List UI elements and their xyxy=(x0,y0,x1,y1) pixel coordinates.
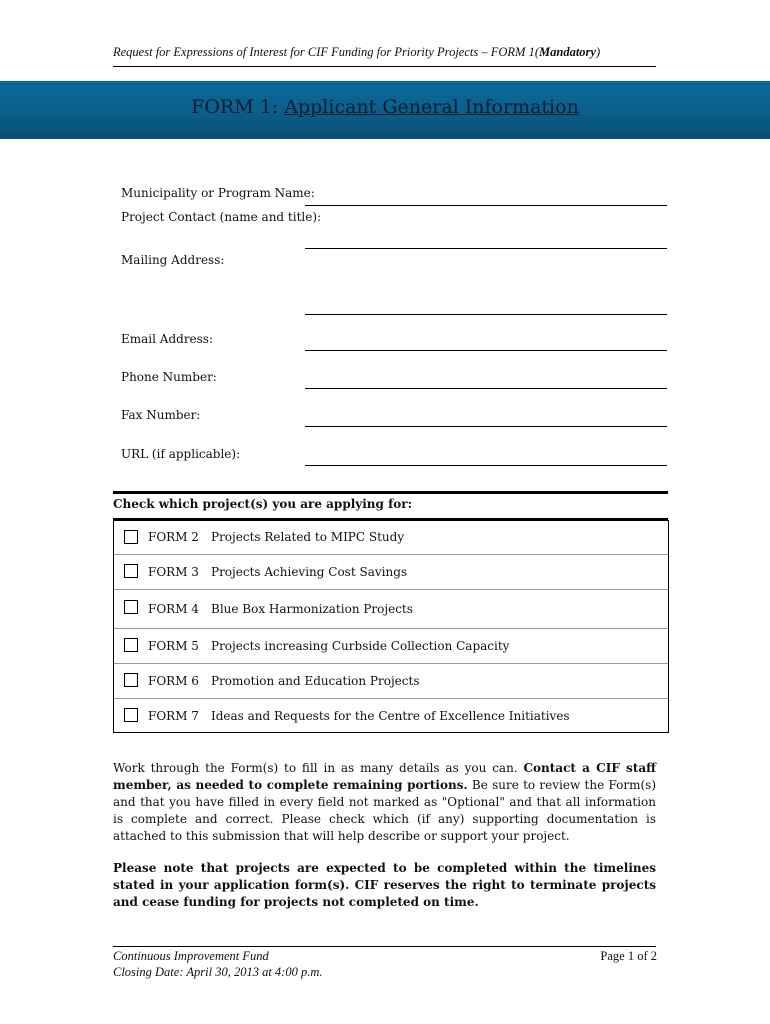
municipality-label: Municipality or Program Name: xyxy=(121,186,315,200)
checklist-row-form3 xyxy=(114,554,668,589)
instructions-review-text: Be sure to review the Form(s) and that you have filled in every field not marked as "Optional" and that all information is complete and correct. Please check which (if any) supporting documentation is attached to this submission that will help describe or support your project. xyxy=(113,778,656,843)
contact-label: Project Contact (name and title): xyxy=(121,210,322,224)
form4-checkbox[interactable] xyxy=(124,600,138,614)
form-title xyxy=(0,96,770,118)
email-label: Email Address: xyxy=(121,332,214,346)
form7-checkbox[interactable] xyxy=(124,708,138,722)
form4-description: Blue Box Harmonization Projects xyxy=(211,602,413,616)
page-number: Page 1 of 2 xyxy=(600,949,657,963)
checklist-title: Check which project(s) you are applying for: xyxy=(113,497,413,511)
contact-field[interactable] xyxy=(305,248,667,249)
phone-label: Phone Number: xyxy=(121,370,217,384)
instructions-contact-note: Contact a CIF staff member, as needed to complete remaining portions. xyxy=(113,761,656,792)
phone-field[interactable] xyxy=(305,388,667,389)
form3-label: FORM 3 xyxy=(148,565,199,579)
form7-label: FORM 7 xyxy=(148,709,199,723)
footer-org: Continuous Improvement Fund xyxy=(113,949,269,963)
form-title-text: Applicant General Information xyxy=(284,96,579,118)
form6-label: FORM 6 xyxy=(148,674,199,688)
footer-closing-date: Closing Date: April 30, 2013 at 4:00 p.m. xyxy=(113,965,323,979)
checklist-top-rule xyxy=(113,491,668,494)
form6-description: Promotion and Education Projects xyxy=(211,674,420,688)
form7-description: Ideas and Requests for the Centre of Excellence Initiatives xyxy=(211,709,570,723)
form2-checkbox[interactable] xyxy=(124,530,138,544)
form-title-prefix: FORM 1: xyxy=(191,96,285,118)
form2-description: Projects Related to MIPC Study xyxy=(211,530,405,544)
header-mandatory: Mandatory xyxy=(539,45,596,59)
form3-description: Projects Achieving Cost Savings xyxy=(211,565,408,579)
email-field[interactable] xyxy=(305,350,667,351)
form4-label: FORM 4 xyxy=(148,602,199,616)
timeline-note xyxy=(113,860,656,911)
page-header xyxy=(113,45,656,60)
instructions-paragraph xyxy=(113,760,656,845)
form3-checkbox[interactable] xyxy=(124,564,138,578)
header-rule xyxy=(113,66,656,67)
header-text-end: ) xyxy=(595,45,601,59)
checklist-row-form2 xyxy=(114,520,668,554)
form6-checkbox[interactable] xyxy=(124,673,138,687)
checklist-row-form4 xyxy=(114,589,668,628)
form2-label: FORM 2 xyxy=(148,530,199,544)
checklist-row-form7 xyxy=(114,698,668,732)
fax-field[interactable] xyxy=(305,426,667,427)
url-field[interactable] xyxy=(305,465,667,466)
form5-label: FORM 5 xyxy=(148,639,199,653)
mailing-field[interactable] xyxy=(305,314,667,315)
instructions-text: Work through the Form(s) to fill in as many details as you can. xyxy=(113,761,524,775)
timeline-note-text: Please note that projects are expected to be completed within the timelines stated in your application form(s). CIF reserves the right to terminate projects and cease funding for projects not completed on time. xyxy=(113,861,656,909)
header-text: Request for Expressions of Interest for CIF Funding for Priority Projects – FORM 1( xyxy=(113,45,539,59)
project-checklist xyxy=(113,520,669,733)
fax-label: Fax Number: xyxy=(121,408,201,422)
checklist-row-form6 xyxy=(114,663,668,698)
municipality-field[interactable] xyxy=(305,205,667,206)
form5-checkbox[interactable] xyxy=(124,638,138,652)
url-label: URL (if applicable): xyxy=(121,447,241,461)
mailing-label: Mailing Address: xyxy=(121,253,225,267)
form5-description: Projects increasing Curbside Collection Capacity xyxy=(211,639,510,653)
footer-rule xyxy=(113,946,656,947)
checklist-row-form5 xyxy=(114,628,668,663)
